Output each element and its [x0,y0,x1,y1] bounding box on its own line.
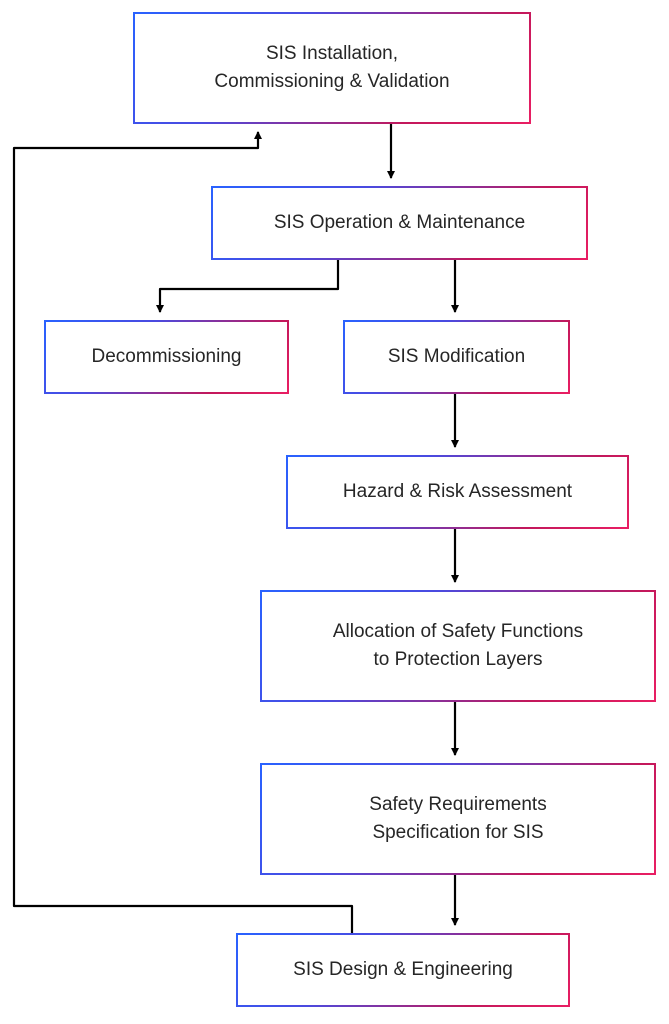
node-sis-operation-maintenance[interactable] [211,186,588,260]
node-decommissioning[interactable] [44,320,289,394]
node-hazard-risk-assessment[interactable] [286,455,629,529]
node-sis-installation[interactable] [133,12,531,124]
node-label: Decommissioning [91,346,242,368]
node-label: Hazard & Risk Assessment [342,481,573,503]
node-allocation-safety-functions[interactable] [260,590,656,702]
node-label: SIS Installation, Commissioning & Validation [214,43,450,92]
node-label: Safety Requirements Specification for SIS [369,794,547,843]
node-label: Allocation of Safety Functions to Protection Layers [332,621,584,670]
node-label: SIS Modification [387,346,526,368]
node-sis-modification[interactable] [343,320,570,394]
edge-operation-to-decommissioning [160,260,338,312]
node-safety-requirements-specification[interactable] [260,763,656,875]
node-label: SIS Design & Engineering [293,959,513,981]
node-label: SIS Operation & Maintenance [273,212,526,234]
node-sis-design-engineering[interactable] [236,933,570,1007]
